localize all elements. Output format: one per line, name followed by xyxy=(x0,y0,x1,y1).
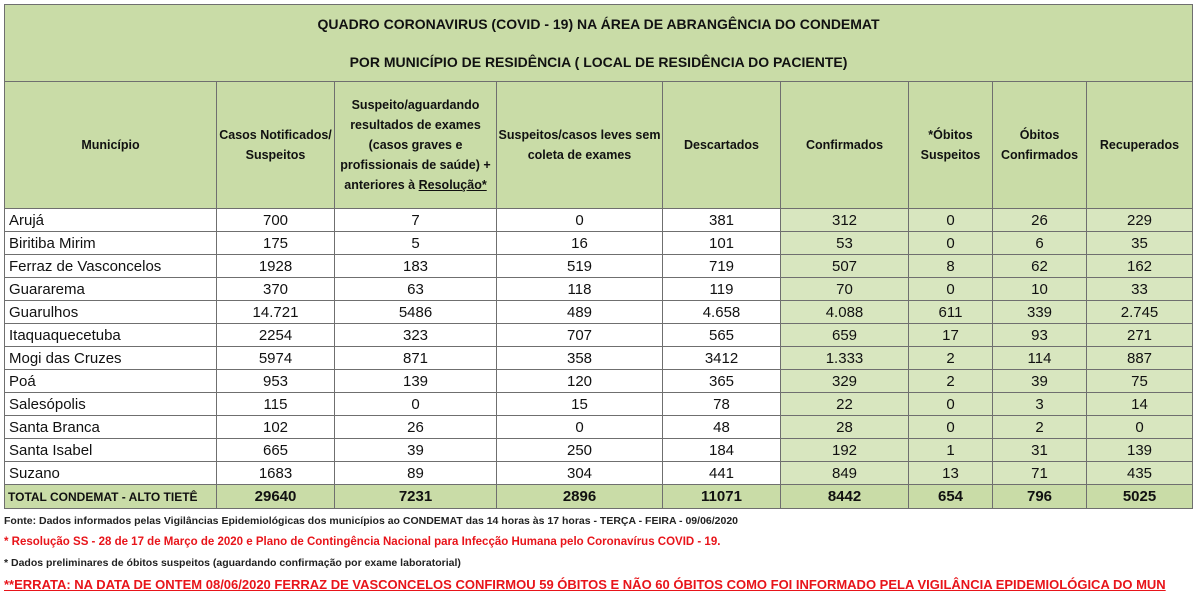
table-cell: 114 xyxy=(993,347,1087,370)
municipio-name: Santa Branca xyxy=(5,416,217,439)
table-cell: 102 xyxy=(217,416,335,439)
table-cell: 192 xyxy=(781,439,909,462)
source-note: Fonte: Dados informados pelas Vigilâncias Epidemiológicas dos municípios ao CONDEMAT das 14 horas às 17 horas - TERÇA - FEIRA - 09/06/2020 xyxy=(4,515,739,527)
total-cell: 2896 xyxy=(497,485,663,509)
total-row xyxy=(5,485,1193,509)
total-label: TOTAL CONDEMAT - ALTO TIETÊ xyxy=(5,485,217,509)
table-row xyxy=(5,232,1193,255)
table-cell: 39 xyxy=(993,370,1087,393)
table-cell: 93 xyxy=(993,324,1087,347)
table-cell: 101 xyxy=(663,232,781,255)
col-recuperados: Recuperados xyxy=(1087,82,1193,209)
table-cell: 358 xyxy=(497,347,663,370)
municipio-name: Arujá xyxy=(5,209,217,232)
table-cell: 435 xyxy=(1087,462,1193,485)
total-cell: 5025 xyxy=(1087,485,1193,509)
municipio-name: Santa Isabel xyxy=(5,439,217,462)
table-row xyxy=(5,347,1193,370)
municipio-name: Itaquaquecetuba xyxy=(5,324,217,347)
table-cell: 250 xyxy=(497,439,663,462)
table-cell: 5 xyxy=(335,232,497,255)
table-cell: 28 xyxy=(781,416,909,439)
table-row xyxy=(5,255,1193,278)
table-cell: 0 xyxy=(909,232,993,255)
table-cell: 175 xyxy=(217,232,335,255)
table-title-line-2: POR MUNICÍPIO DE RESIDÊNCIA ( LOCAL DE RESIDÊNCIA DO PACIENTE) xyxy=(5,43,1193,82)
table-cell: 665 xyxy=(217,439,335,462)
table-cell: 2 xyxy=(993,416,1087,439)
table-body xyxy=(5,209,1193,485)
col-suspeito-aguardando xyxy=(335,82,497,209)
table-cell: 3412 xyxy=(663,347,781,370)
municipio-name: Biritiba Mirim xyxy=(5,232,217,255)
table-cell: 0 xyxy=(909,209,993,232)
table-cell: 70 xyxy=(781,278,909,301)
table-cell: 304 xyxy=(497,462,663,485)
col-municipio: Município xyxy=(5,82,217,209)
total-cell: 29640 xyxy=(217,485,335,509)
table-cell: 7 xyxy=(335,209,497,232)
municipio-name: Guarulhos xyxy=(5,301,217,324)
table-cell: 184 xyxy=(663,439,781,462)
resolution-note: * Resolução SS - 28 de 17 de Março de 2020 e Plano de Contingência Nacional para Infecção Humana pelo Coronavírus COVID - 19. xyxy=(4,536,721,548)
table-cell: 953 xyxy=(217,370,335,393)
table-cell: 565 xyxy=(663,324,781,347)
table-cell: 707 xyxy=(497,324,663,347)
table-cell: 22 xyxy=(781,393,909,416)
table-cell: 26 xyxy=(993,209,1087,232)
table-cell: 31 xyxy=(993,439,1087,462)
footnotes xyxy=(4,511,1192,595)
table-row xyxy=(5,324,1193,347)
table-cell: 339 xyxy=(993,301,1087,324)
municipio-name: Suzano xyxy=(5,462,217,485)
table-row xyxy=(5,278,1193,301)
table-cell: 13 xyxy=(909,462,993,485)
table-cell: 118 xyxy=(497,278,663,301)
table-cell: 611 xyxy=(909,301,993,324)
table-cell: 441 xyxy=(663,462,781,485)
table-cell: 370 xyxy=(217,278,335,301)
total-cell: 7231 xyxy=(335,485,497,509)
table-cell: 17 xyxy=(909,324,993,347)
table-row xyxy=(5,416,1193,439)
table-cell: 139 xyxy=(1087,439,1193,462)
table-cell: 1 xyxy=(909,439,993,462)
col-casos-notificados: Casos Notificados/ Suspeitos xyxy=(217,82,335,209)
table-cell: 381 xyxy=(663,209,781,232)
table-cell: 35 xyxy=(1087,232,1193,255)
table-cell: 0 xyxy=(335,393,497,416)
table-cell: 3 xyxy=(993,393,1087,416)
table-cell: 659 xyxy=(781,324,909,347)
table-cell: 871 xyxy=(335,347,497,370)
table-cell: 63 xyxy=(335,278,497,301)
table-cell: 14 xyxy=(1087,393,1193,416)
municipio-name: Poá xyxy=(5,370,217,393)
table-cell: 16 xyxy=(497,232,663,255)
municipio-name: Guararema xyxy=(5,278,217,301)
table-cell: 312 xyxy=(781,209,909,232)
table-cell: 2 xyxy=(909,370,993,393)
table-cell: 89 xyxy=(335,462,497,485)
table-cell: 4.658 xyxy=(663,301,781,324)
table-cell: 849 xyxy=(781,462,909,485)
table-row xyxy=(5,393,1193,416)
table-cell: 6 xyxy=(993,232,1087,255)
table-cell: 1928 xyxy=(217,255,335,278)
table-cell: 75 xyxy=(1087,370,1193,393)
table-row xyxy=(5,370,1193,393)
table-cell: 507 xyxy=(781,255,909,278)
table-cell: 0 xyxy=(497,416,663,439)
table-cell: 0 xyxy=(909,393,993,416)
table-cell: 700 xyxy=(217,209,335,232)
table-cell: 1683 xyxy=(217,462,335,485)
table-cell: 719 xyxy=(663,255,781,278)
table-cell: 5974 xyxy=(217,347,335,370)
table-cell: 62 xyxy=(993,255,1087,278)
municipio-name: Mogi das Cruzes xyxy=(5,347,217,370)
table-cell: 229 xyxy=(1087,209,1193,232)
covid-table xyxy=(4,4,1193,509)
table-cell: 0 xyxy=(1087,416,1193,439)
municipio-name: Salesópolis xyxy=(5,393,217,416)
table-cell: 0 xyxy=(497,209,663,232)
col-obitos-confirmados: Óbitos Confirmados xyxy=(993,82,1087,209)
table-cell: 15 xyxy=(497,393,663,416)
total-cell: 8442 xyxy=(781,485,909,509)
table-cell: 8 xyxy=(909,255,993,278)
table-cell: 2 xyxy=(909,347,993,370)
table-cell: 26 xyxy=(335,416,497,439)
table-cell: 10 xyxy=(993,278,1087,301)
table-cell: 53 xyxy=(781,232,909,255)
errata-note: **ERRATA: NA DATA DE ONTEM 08/06/2020 FERRAZ DE VASCONCELOS CONFIRMOU 59 ÓBITOS E NÃO 60 ÓBITOS COMO FOI INFORMADO PELA VIGILÂNCIA EPIDEMIOLÓGICA DO MUN xyxy=(4,577,1166,592)
table-cell: 39 xyxy=(335,439,497,462)
table-cell: 183 xyxy=(335,255,497,278)
col-suspeitos-leves: Suspeitos/casos leves sem coleta de exames xyxy=(497,82,663,209)
table-cell: 323 xyxy=(335,324,497,347)
table-cell: 2254 xyxy=(217,324,335,347)
table-cell: 14.721 xyxy=(217,301,335,324)
municipio-name: Ferraz de Vasconcelos xyxy=(5,255,217,278)
table-cell: 1.333 xyxy=(781,347,909,370)
covid-report-sheet xyxy=(4,4,1192,595)
table-row xyxy=(5,209,1193,232)
table-cell: 365 xyxy=(663,370,781,393)
resolucao-link: Resolução* xyxy=(418,178,487,192)
table-cell: 139 xyxy=(335,370,497,393)
table-row xyxy=(5,301,1193,324)
table-cell: 4.088 xyxy=(781,301,909,324)
table-cell: 489 xyxy=(497,301,663,324)
table-row xyxy=(5,439,1193,462)
table-cell: 119 xyxy=(663,278,781,301)
col-obitos-suspeitos: *Óbitos Suspeitos xyxy=(909,82,993,209)
table-cell: 115 xyxy=(217,393,335,416)
table-cell: 120 xyxy=(497,370,663,393)
table-cell: 162 xyxy=(1087,255,1193,278)
col-descartados: Descartados xyxy=(663,82,781,209)
preliminary-note: * Dados preliminares de óbitos suspeitos (aguardando confirmação por exame laboratorial) xyxy=(4,557,461,569)
total-cell: 796 xyxy=(993,485,1087,509)
total-cell: 11071 xyxy=(663,485,781,509)
table-cell: 48 xyxy=(663,416,781,439)
table-cell: 5486 xyxy=(335,301,497,324)
table-cell: 78 xyxy=(663,393,781,416)
table-cell: 71 xyxy=(993,462,1087,485)
table-cell: 329 xyxy=(781,370,909,393)
table-cell: 0 xyxy=(909,416,993,439)
table-cell: 887 xyxy=(1087,347,1193,370)
col-confirmados: Confirmados xyxy=(781,82,909,209)
table-row xyxy=(5,462,1193,485)
table-title-line-1: QUADRO CORONAVIRUS (COVID - 19) NA ÁREA DE ABRANGÊNCIA DO CONDEMAT xyxy=(5,5,1193,44)
table-cell: 0 xyxy=(909,278,993,301)
table-cell: 271 xyxy=(1087,324,1193,347)
col-suspeito-text: Suspeito/aguardando resultados de exames (casos graves e profissionais de saúde) + anteriores à xyxy=(340,98,491,192)
total-cell: 654 xyxy=(909,485,993,509)
column-header-row xyxy=(5,82,1193,209)
table-cell: 519 xyxy=(497,255,663,278)
table-cell: 33 xyxy=(1087,278,1193,301)
table-cell: 2.745 xyxy=(1087,301,1193,324)
